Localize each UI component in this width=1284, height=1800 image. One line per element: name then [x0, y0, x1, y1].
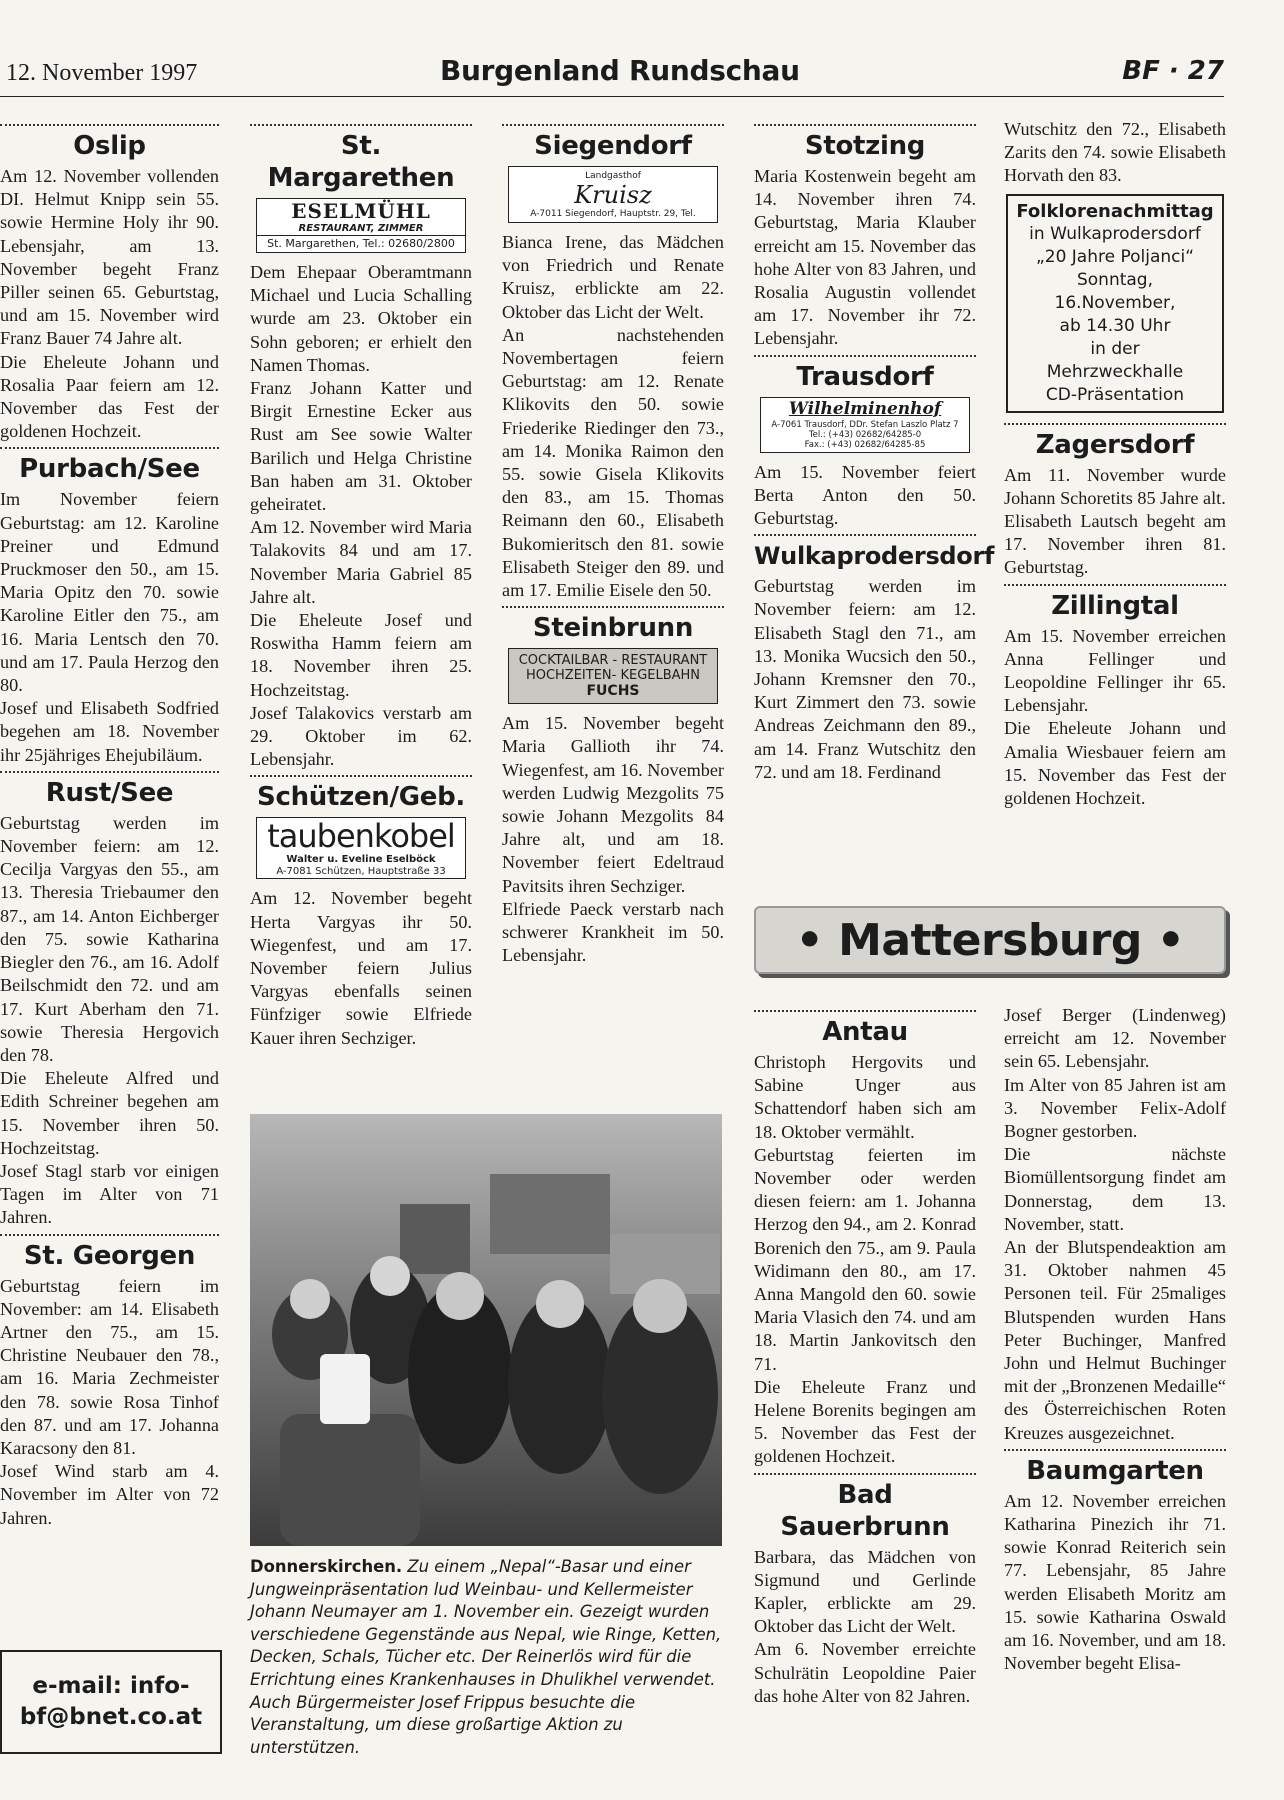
- paragraph: Am 6. November erreichte Schulrätin Leopoldine Paier das hohe Alter von 82 Jahren.: [754, 1639, 976, 1706]
- column-2: [250, 124, 472, 1050]
- section-title: Rust/See: [45, 777, 174, 808]
- section-st-margarethen: [250, 124, 472, 771]
- section-schuetzen: [250, 775, 472, 1049]
- ad-name: Kruisz: [574, 181, 652, 209]
- paragraph: An nachstehenden Novembertagen feiern Geburtstag: am 12. Renate Klikovits den 50. sowie Friederike Riedinger den 73., am 14. Monika Raimon den 55. sowie Gisela Klikovits den 83., am 15. Thomas Reimann den 60., Elisabeth Bukomieritsch den 81. sowie Elisabeth Steiger den 89. und am 17. Emilie Eisele den 50.: [502, 324, 724, 601]
- event-line: CD-Präsentation: [1045, 384, 1185, 405]
- paragraph: Im Alter von 85 Jahren ist am 3. November Felix-Adolf Bogner gestorben.: [1004, 1074, 1226, 1142]
- email-box: [0, 1650, 222, 1754]
- section-zillingtal: [1004, 584, 1226, 811]
- section-title: Steinbrunn: [532, 613, 694, 644]
- email-address[interactable]: bf@bnet.co.at: [19, 1704, 203, 1730]
- paragraph: Die Eheleute Josef und Roswitha Hamm feiern am 18. November ihren 25. Hochzeitstag.: [250, 610, 472, 700]
- paragraph: Wutschitz den 72., Elisabeth Zarits den 74. sowie Elisabeth Horvath den 83.: [1004, 119, 1226, 186]
- section-rust: [0, 771, 219, 1230]
- event-line: „20 Jahre Poljanci“: [1035, 246, 1195, 267]
- section-title: Bad Sauerbrunn: [780, 1479, 950, 1542]
- ad-fuchs: [508, 648, 718, 704]
- page-header: [0, 54, 1224, 97]
- paragraph: Am 12. November erreichen Katharina Pinezich ihr 71. sowie Konrad Reiterich sein 77. Lebensjahr, 85 Jahre werden Elisabeth Moritz am 15. sowie Katharina Oswald am 16. November, und am 18. November begeht Elisa-: [1004, 1490, 1226, 1674]
- issue-date: 12. November 1997: [6, 60, 198, 86]
- caption-text: Zu einem „Nepal“-Basar und einer Jungweinpräsentation lud Weinbau- und Kellermeister Johann Neumayer am 1. November ein. Gezeigt wurden verschiedene Gegenstände aus Nepal, wie Ringe, Ketten, Decken, Schals, Tücher etc. Der Reinerlös wird für die Errichtung eines Krankenhauses in Dhulikhel verwendet. Auch Bürgermeister Josef Frippus besuchte die Veranstaltung, um diese großartige Aktion zu unterstützen.: [250, 1557, 722, 1757]
- section-title: Wulkaprodersdorf: [754, 542, 995, 571]
- ad-address: A-7081 Schützen, Hauptstraße 33: [276, 866, 446, 878]
- section-siegendorf: [502, 124, 724, 602]
- ad-wilhelminenhof: [760, 397, 970, 453]
- ad-taubenkobel: [256, 817, 466, 879]
- ad-name: Wilhelminenhof: [788, 398, 942, 419]
- section-title: Oslip: [73, 131, 146, 161]
- column-5: [1004, 118, 1226, 810]
- column-4: [754, 124, 995, 784]
- column-5-lower: [1004, 1004, 1226, 1675]
- paragraph: Am 12. November wird Maria Talakovits 84 und am 17. November Maria Gabriel 85 Jahre alt.: [250, 517, 472, 607]
- event-title: Folklorenachmittag: [1016, 200, 1214, 222]
- paragraph: Die Eheleute Johann und Amalia Wiesbauer feiern am 15. November das Fest der goldenen Hochzeit.: [1004, 718, 1226, 809]
- paragraph: Franz Johann Katter und Birgit Ernestine Ecker aus Rust am See sowie Walter Barilich und Helga Christine Ban haben am 31. Oktober geheiratet.: [250, 378, 472, 515]
- event-box-folklore: [1006, 194, 1224, 413]
- paragraph: Josef Stagl starb vor einigen Tagen im Alter von 71 Jahren.: [0, 1160, 219, 1228]
- ad-line-1: A-7061 Trausdorf, DDr. Stefan Laszlo Platz 7: [771, 419, 959, 430]
- ad-line-2: HOCHZEITEN- KEGELBAHN: [525, 668, 701, 684]
- photo-illustration: [250, 1114, 722, 1546]
- ad-line-1: COCKTAILBAR - RESTAURANT: [518, 653, 708, 669]
- section-stotzing: [754, 124, 976, 351]
- paragraph: Geburtstag feierten im November oder werden diesen feiern: am 1. Johanna Herzog den 94., am 2. Konrad Borenich den 75., am 9. Paula Widimann den 80., am 17. Anna Mangold den 60. sowie Maria Vlasich den 74. und am 18. Martin Jankovitsch den 71.: [754, 1144, 976, 1374]
- section-title: Zagersdorf: [1035, 429, 1195, 460]
- photo-donnerskirchen: [250, 1114, 722, 1546]
- paragraph: Am 15. November feiert Berta Anton den 50. Geburtstag.: [754, 461, 976, 529]
- event-line: Mehrzweckhalle: [1046, 361, 1184, 382]
- paragraph: Geburtstag werden im November feiern: am 12. Elisabeth Stagl den 71., am 13. Monika Wucsich den 50., Johann Kremsner den 70., Kurt Zimmert den 73. sowie Andreas Zeichmann den 89., am 14. Franz Wutschitz den 72. und am 18. Ferdinand: [754, 576, 976, 782]
- paragraph: Bianca Irene, das Mädchen von Friedrich und Renate Kruisz, erblickte am 22. Oktober das Licht der Welt.: [502, 232, 724, 322]
- section-title: Trausdorf: [796, 361, 934, 392]
- paragraph: Dem Ehepaar Oberamtmann Michael und Lucia Schalling wurde am 23. Oktober ein Sohn geboren; er erhielt den Namen Thomas.: [250, 262, 472, 375]
- paragraph: Barbara, das Mädchen von Sigmund und Gerlinde Kapler, erblickte am 29. Oktober das Licht der Welt.: [754, 1546, 976, 1637]
- section-st-georgen: [0, 1234, 219, 1530]
- section-title: Zillingtal: [1051, 590, 1179, 621]
- section-title: Antau: [822, 1017, 908, 1047]
- paragraph: Am 12. November begeht Herta Vargyas ihr 50. Wiegenfest, und am 17. November feiern Julius Vargyas ebenfalls seinen Fünfziger sowie Elfriede Kauer ihren Sechziger.: [250, 888, 472, 1048]
- section-title: Stotzing: [804, 131, 926, 161]
- event-line: Sonntag, 16.November,: [1054, 269, 1176, 313]
- newspaper-title: Burgenland Rundschau: [440, 54, 800, 87]
- ad-name: taubenkobel: [267, 817, 455, 856]
- section-title: Schützen/Geb.: [257, 782, 465, 813]
- paragraph: Josef Wind starb am 4. November im Alter von 72 Jahren.: [0, 1461, 219, 1528]
- column-4-lower: [754, 1010, 976, 1708]
- paragraph: Geburtstag werden im November feiern: am 12. Cecilja Vargyas den 55., am 13. Theresia Triebaumer den 87., am 14. Anton Eichberger den 75. sowie Katharina Biegler den 76., am 16. Adolf Beilschmidt den 72. und am 17. Kurt Aberham den 71. sowie Theresia Hergovich den 78.: [0, 812, 219, 1065]
- ad-line-3: FUCHS: [586, 683, 640, 700]
- paragraph: Am 12. November vollenden DI. Helmut Knipp sein 55. sowie Hermine Holy ihr 90. Lebensjahr, am 13. November begeht Franz Piller seinen 65. Geburtstag, und am 15. November wird Franz Bauer 74 Jahre alt.: [0, 166, 219, 349]
- section-purbach: [0, 447, 219, 766]
- paragraph: Josef und Elisabeth Sodfried begehen am 18. November ihr 25jähriges Ehejubiläum.: [0, 698, 219, 765]
- ad-eselmuehl: [256, 198, 466, 253]
- section-zagersdorf: [1004, 423, 1226, 580]
- ad-address: A-7011 Siegendorf, Hauptstr. 29, Tel.: [530, 209, 696, 219]
- ad-subtitle: Walter u. Eveline Eselböck: [286, 854, 436, 866]
- section-trausdorf: [754, 355, 976, 531]
- paragraph: Geburtstag feiern im November: am 14. Elisabeth Artner den 75., am 15. Christine Neubauer den 78., am 16. Maria Zechmeister den 78. sowie Rosa Tinhof den 87. und am 17. Johanna Karacsony den 81.: [0, 1275, 219, 1458]
- section-antau: [754, 1010, 976, 1469]
- paragraph: Elfriede Paeck verstarb nach schwerer Krankheit im 50. Lebensjahr.: [502, 898, 724, 966]
- paragraph: Die Eheleute Franz und Helene Borenits begingen am 5. November das Fest der goldenen Hochzeit.: [754, 1376, 976, 1467]
- paragraph: Am 15. November begeht Maria Gallioth ihr 74. Wiegenfest, am 16. November werden Ludwig Mezgolits 75 sowie Johann Mezgolits 84 Jahre alt, und am 18. November feiert Edeltraud Pavitsits ihren Sechziger.: [502, 713, 724, 896]
- section-title: Siegendorf: [534, 131, 692, 161]
- caption-place: Donnerskirchen.: [250, 1557, 403, 1576]
- ad-kruisz: [508, 166, 718, 223]
- mattersburg-banner: • Mattersburg •: [754, 906, 1226, 974]
- column-1: [0, 124, 219, 1530]
- paragraph: Am 15. November erreichen Anna Fellinger und Leopoldine Fellinger ihr 65. Lebensjahr.: [1004, 625, 1226, 716]
- paragraph: Elisabeth Lautsch begeht am 17. November ihren 81. Geburtstag.: [1004, 511, 1226, 578]
- section-title: St. Georgen: [23, 1240, 196, 1271]
- section-title: St. Margarethen: [267, 131, 455, 193]
- section-steinbrunn: [502, 606, 724, 967]
- column-3: [502, 124, 724, 967]
- section-oslip: [0, 124, 219, 443]
- section-title: Baumgarten: [1026, 1455, 1204, 1486]
- paragraph: Im November feiern Geburtstag: am 12. Karoline Preiner und Edmund Pruckmoser den 50., am 15. Maria Opitz den 70. sowie Karoline Eitler den 75., am 16. Maria Lentsch den 70. und am 17. Paula Herzog den 80.: [0, 489, 219, 696]
- paragraph: Josef Talakovics verstarb am 29. Oktober im 62. Lebensjahr.: [250, 702, 472, 770]
- ad-line-3: Fax.: (+43) 02682/64285-85: [804, 439, 926, 450]
- paragraph: Die Eheleute Alfred und Edith Schreiner begehen am 15. November ihren 50. Hochzeitstag.: [0, 1068, 219, 1158]
- paragraph: Christoph Hergovits und Sabine Unger aus Schattendorf haben sich am 18. Oktober vermählt.: [754, 1052, 976, 1142]
- ad-line-2: Tel.: (+43) 02682/64285-0: [808, 429, 922, 440]
- event-line: in der: [1090, 338, 1140, 359]
- paragraph: Maria Kostenwein begeht am 14. November ihren 74. Geburtstag, Maria Klauber erreicht am 15. November das hohe Alter von 83 Jahren, und Rosalia Augustin vollendet am 17. November ihr 72. Lebensjahr.: [754, 166, 976, 349]
- section-bad-sauerbrunn: [754, 1473, 976, 1708]
- paragraph: An der Blutspendeaktion am 31. Oktober nahmen 45 Personen teil. Für 25maliges Blutspenden wurden Hans Peter Buchinger, Manfred John und Helmut Buchinger mit der „Bronzenen Medaille“ des Österreichischen Roten Kreuzes ausgezeichnet.: [1004, 1237, 1226, 1443]
- ad-kicker: Landgasthof: [585, 171, 641, 181]
- ad-address: St. Margarethen, Tel.: 02680/2800: [257, 235, 465, 252]
- event-line: in Wulkaprodersdorf: [1029, 223, 1201, 244]
- ad-name: ESELMÜHL: [291, 199, 431, 223]
- page-number: BF · 27: [1122, 56, 1224, 86]
- email-line-1: e-mail: info-: [32, 1673, 190, 1699]
- event-line: ab 14.30 Uhr: [1059, 315, 1171, 336]
- photo-caption: [250, 1556, 726, 1759]
- section-wulkaprodersdorf: [754, 534, 995, 784]
- paragraph: Die Eheleute Johann und Rosalia Paar feiern am 12. November das Fest der goldenen Hochzeit.: [0, 351, 219, 442]
- paragraph: Josef Berger (Lindenweg) erreicht am 12. November sein 65. Lebensjahr.: [1004, 1005, 1226, 1072]
- paragraph: Die nächste Biomüllentsorgung findet am Donnerstag, dem 13. November, statt.: [1004, 1144, 1226, 1234]
- paragraph: Am 11. November wurde Johann Schoretits 85 Jahre alt.: [1004, 464, 1226, 508]
- section-baumgarten: [1004, 1449, 1226, 1676]
- section-title: Purbach/See: [19, 454, 200, 485]
- ad-subtitle: RESTAURANT, ZIMMER: [298, 223, 424, 234]
